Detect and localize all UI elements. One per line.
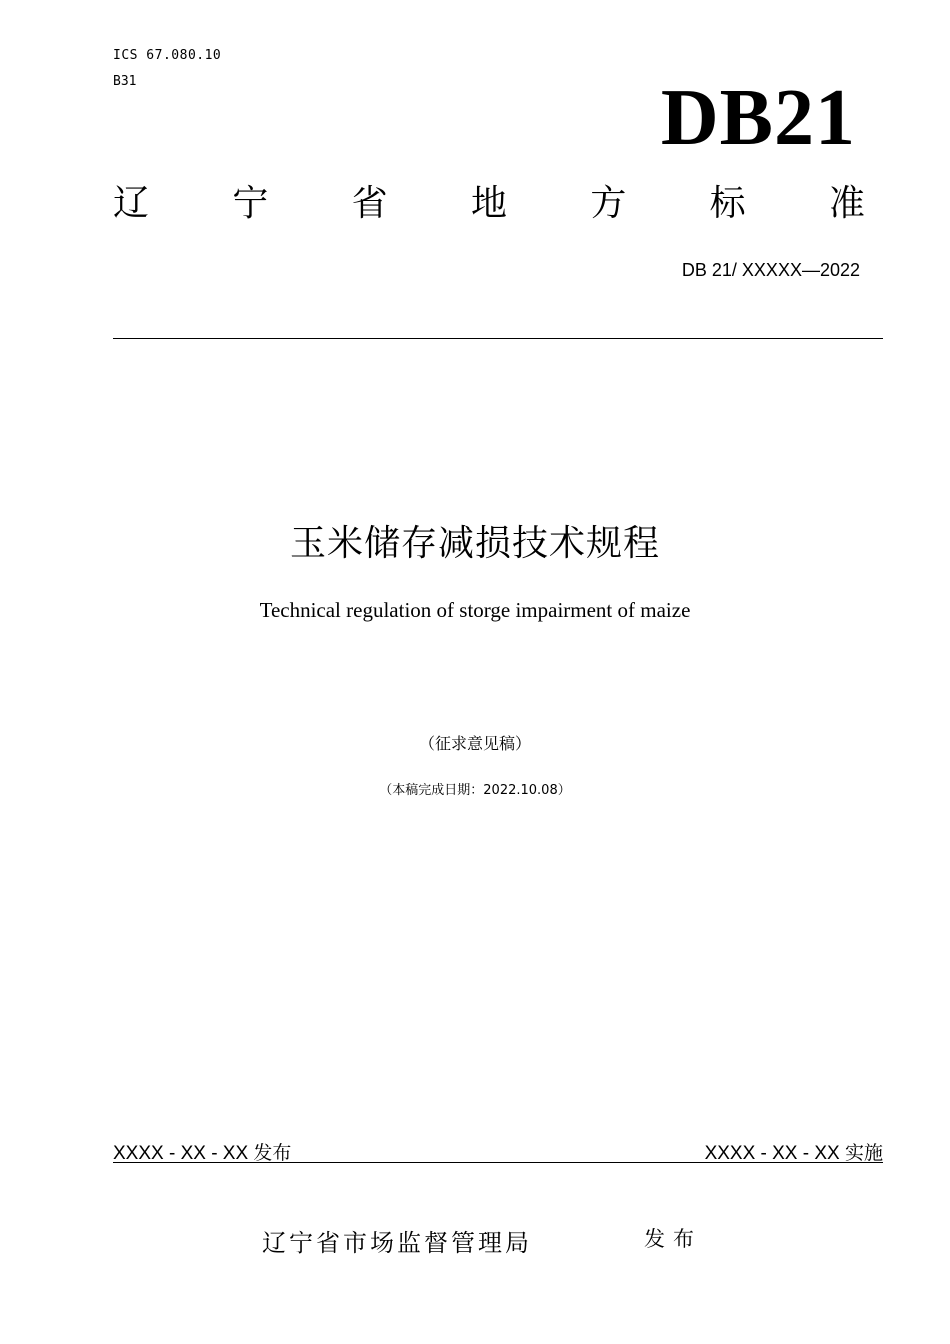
draft-label: （征求意见稿） [418, 734, 531, 753]
ics-code: ICS 67.080.10 [113, 48, 222, 63]
standard-type-char: 宁 [232, 183, 269, 224]
standard-type-char: 省 [351, 183, 388, 224]
issuing-authority: 辽宁省市场监督管理局 [262, 1229, 532, 1257]
document-title-en: Technical regulation of storge impairment of maize [259, 598, 691, 622]
standard-number: DB 21/ XXXXX—2022 [681, 260, 860, 280]
standard-type-char: 辽 [113, 183, 150, 224]
standard-type-char: 方 [590, 183, 627, 224]
standard-type-char: 地 [470, 183, 507, 224]
header-divider [113, 338, 883, 339]
footer-divider [113, 1162, 883, 1163]
standard-logo: DB21 [660, 74, 856, 162]
ccs-code: B31 [113, 74, 137, 89]
standard-type-char: 标 [709, 183, 746, 224]
issue-label: 发布 [644, 1227, 702, 1251]
implementation-date: XXXX - XX - XX 实施 [704, 1143, 883, 1164]
standard-type-title [113, 183, 865, 224]
standard-type-char: 准 [828, 183, 865, 224]
draft-completion-date: （本稿完成日期：2022.10.08） [379, 783, 571, 798]
issue-date: XXXX - XX - XX 发布 [113, 1143, 292, 1164]
document-title-zh: 玉米储存减损技术规程 [289, 523, 660, 564]
